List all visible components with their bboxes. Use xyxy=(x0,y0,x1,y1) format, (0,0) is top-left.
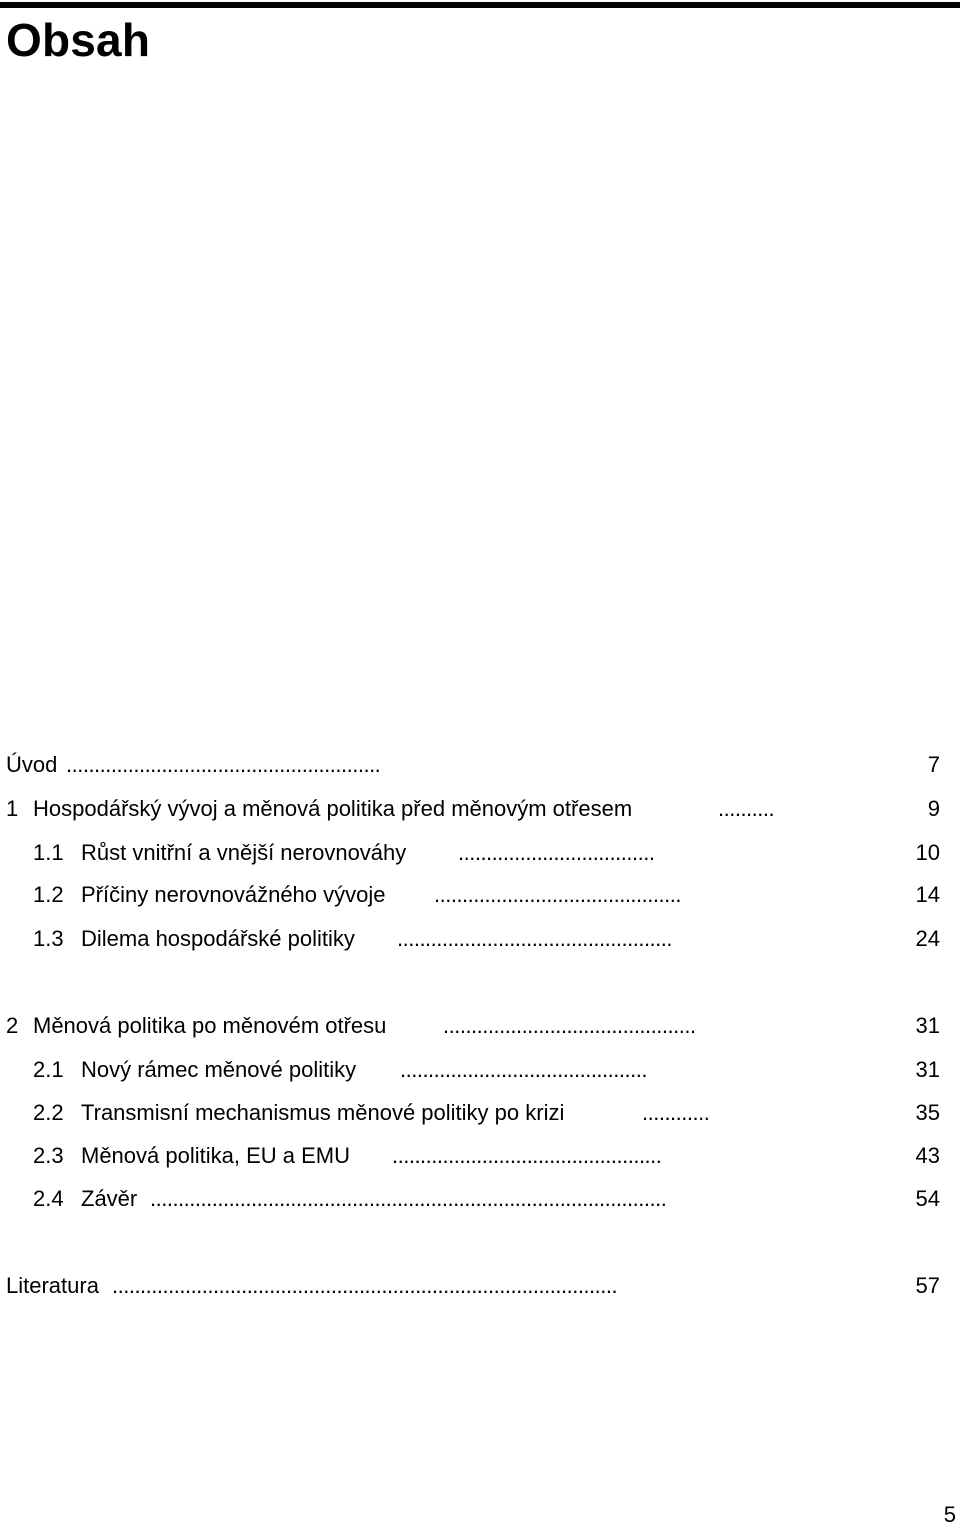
toc-entry-number: 2.1 xyxy=(33,1057,64,1082)
toc-entry-label: Transmisní mechanismus měnové politiky po krizi xyxy=(81,1100,565,1125)
toc-entry-page: 31 xyxy=(915,1057,940,1082)
toc-entry-section-2-1[interactable] xyxy=(0,1055,960,1085)
toc-entry-dots: .......................................................................................... xyxy=(112,1273,618,1298)
toc-entry-literatura[interactable] xyxy=(0,1271,960,1301)
toc-entry-label: Růst vnitřní a vnější nerovnováhy xyxy=(81,840,407,865)
toc-entry-page: 54 xyxy=(915,1186,940,1211)
toc-entry-label: Měnová politika, EU a EMU xyxy=(81,1143,350,1168)
page-number: 5 xyxy=(943,1502,956,1527)
toc-entry-page: 35 xyxy=(915,1100,940,1125)
toc-entry-dots: ................................................. xyxy=(397,926,673,951)
toc-entry-page: 43 xyxy=(915,1143,940,1168)
toc-entry-dots: .......... xyxy=(718,796,775,821)
toc-entry-number: 1.2 xyxy=(33,882,64,907)
toc-entry-page: 57 xyxy=(915,1273,940,1298)
toc-entry-dots: ............................................ xyxy=(434,882,681,907)
toc-entry-label: Závěr xyxy=(81,1186,138,1211)
toc-entry-page: 10 xyxy=(915,840,940,865)
toc-entry-section-2-4[interactable] xyxy=(0,1184,960,1214)
toc-entry-label: Nový rámec měnové politiky xyxy=(81,1057,357,1082)
toc-entry-dots: ............ xyxy=(642,1100,710,1125)
toc-entry-chapter-1[interactable] xyxy=(0,794,960,824)
toc-entry-dots: ................................... xyxy=(458,840,655,865)
toc-entry-chapter-2[interactable] xyxy=(0,1011,960,1041)
toc-entry-label: Hospodářský vývoj a měnová politika před měnovým otřesem xyxy=(33,796,633,821)
toc-entry-section-1-1[interactable] xyxy=(0,838,960,868)
page-title: Obsah xyxy=(6,14,151,66)
toc-entry-number: 1 xyxy=(6,796,19,821)
toc-entry-label: Dilema hospodářské politiky xyxy=(81,926,355,951)
toc-entry-page: 9 xyxy=(927,796,940,821)
toc-entry-label: Literatura xyxy=(6,1273,99,1298)
toc-entry-dots: ............................................. xyxy=(443,1013,696,1038)
toc-entry-number: 2.4 xyxy=(33,1186,64,1211)
toc-entry-section-2-2[interactable] xyxy=(0,1098,960,1128)
toc-entry-number: 2.3 xyxy=(33,1143,64,1168)
toc-entry-number: 2 xyxy=(6,1013,19,1038)
toc-entry-label: Příčiny nerovnovážného vývoje xyxy=(81,882,386,907)
toc-entry-label: Měnová politika po měnovém otřesu xyxy=(33,1013,387,1038)
toc-entry-page: 7 xyxy=(927,752,940,777)
top-rule xyxy=(0,2,960,8)
toc-entry-dots: ........................................................ xyxy=(66,752,381,777)
toc-entry-number: 1.3 xyxy=(33,926,64,951)
toc-entry-number: 1.1 xyxy=(33,840,64,865)
toc-entry-number: 2.2 xyxy=(33,1100,64,1125)
toc-entry-dots: ............................................ xyxy=(400,1057,647,1082)
toc-entry-dots: ............................................................................................ xyxy=(150,1186,667,1211)
toc-entry-section-1-2[interactable] xyxy=(0,880,960,910)
toc-entry-page: 24 xyxy=(915,926,940,951)
toc-entry-page: 14 xyxy=(915,882,940,907)
toc-entry-uvod[interactable] xyxy=(0,750,960,780)
toc-entry-section-2-3[interactable] xyxy=(0,1141,960,1171)
toc-entry-page: 31 xyxy=(915,1013,940,1038)
toc-entry-dots: ................................................ xyxy=(392,1143,662,1168)
toc-entry-label: Úvod xyxy=(6,752,58,777)
toc-entry-section-1-3[interactable] xyxy=(0,924,960,954)
